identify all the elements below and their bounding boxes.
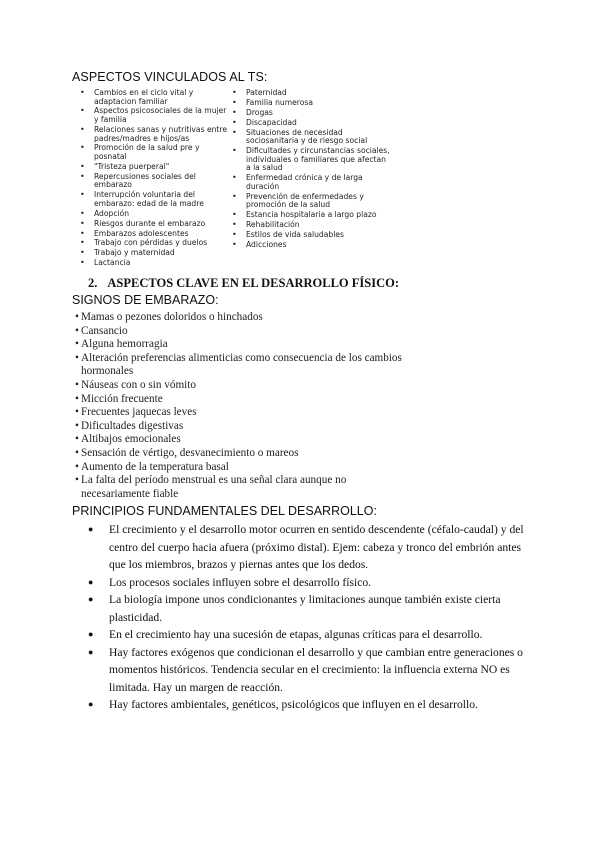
- signos-list: [75, 311, 405, 501]
- list-item: • Embarazos adolescentes: [80, 230, 232, 239]
- list-item: • Alguna hemorragia: [75, 338, 405, 352]
- list-item: • Discapacidad: [232, 119, 392, 128]
- list-item: • Estancia hospitalaria a largo plazo: [232, 211, 392, 220]
- list-item: • La falta del período menstrual es una señal clara aunque no necesariamente fiable: [75, 474, 405, 501]
- list-item: • Riesgos durante el embarazo: [80, 220, 232, 229]
- list-item: • Mamas o pezones doloridos o hinchados: [75, 311, 405, 325]
- list-item: • Enfermedad crónica y de larga duración: [232, 174, 392, 191]
- ts-heading: ASPECTOS VINCULADOS AL TS:: [72, 70, 268, 84]
- section-title: ASPECTOS CLAVE EN EL DESARROLLO FÍSICO:: [107, 276, 400, 290]
- signos-heading: SIGNOS DE EMBARAZO:: [72, 293, 219, 307]
- list-item: • Prevención de enfermedades y promoción de la salud: [232, 193, 392, 210]
- list-item: • Rehabilitación: [232, 221, 392, 230]
- list-item: • Dificultades y circunstancias sociales, individuales o familiares que afectan a la salud: [232, 147, 392, 173]
- list-item: • Drogas: [232, 109, 392, 118]
- list-item: • Náuseas con o sin vómito: [75, 379, 405, 393]
- principios-heading: PRINCIPIOS FUNDAMENTALES DEL DESARROLLO:: [72, 504, 377, 518]
- list-item: • Adicciones: [232, 241, 392, 250]
- list-item: • Adopción: [80, 210, 232, 219]
- list-item: • Lactancia: [80, 259, 232, 268]
- list-item: • Interrupción voluntaria del embarazo: edad de la madre: [80, 191, 232, 208]
- list-item: • "Tristeza puerperal": [80, 163, 232, 172]
- list-item: • Trabajo y maternidad: [80, 249, 232, 258]
- list-item: • Familia numerosa: [232, 99, 392, 108]
- list-item: • Paternidad: [232, 89, 392, 98]
- list-item: • Aumento de la temperatura basal: [75, 461, 405, 475]
- list-item: • Cambios en el ciclo vital y adaptacion familiar: [80, 89, 232, 106]
- principios-list: [88, 521, 528, 714]
- list-item: ● El crecimiento y el desarrollo motor ocurren en sentido descendente (céfalo-caudal) y del centro del cuerpo hacia afuera (próximo distal). Ejem: cabeza y tronco del embrión antes que los miembros, brazos y piernas antes que los dedos.: [88, 521, 528, 574]
- list-item: • Cansancio: [75, 325, 405, 339]
- ts-left-list: [80, 89, 232, 269]
- list-item: • Relaciones sanas y nutritivas entre padres/madres e hijos/as: [80, 126, 232, 143]
- list-item: • Trabajo con pérdidas y duelos: [80, 239, 232, 248]
- list-item: ● Hay factores ambientales, genéticos, psicológicos que influyen en el desarrollo.: [88, 696, 528, 714]
- section-number: 2.: [88, 276, 98, 290]
- list-item: • Repercusiones sociales del embarazo: [80, 173, 232, 190]
- list-item: • Aspectos psicosociales de la mujer y familia: [80, 107, 232, 124]
- list-item: • Estilos de vida saludables: [232, 231, 392, 240]
- list-item: • Situaciones de necesidad sociosanitaria y de riesgo social: [232, 129, 392, 146]
- list-item: • Promoción de la salud pre y posnatal: [80, 144, 232, 161]
- list-item: • Altibajos emocionales: [75, 433, 405, 447]
- list-item: • Sensación de vértigo, desvanecimiento o mareos: [75, 447, 405, 461]
- section-heading: [88, 276, 399, 291]
- list-item: ● Los procesos sociales influyen sobre el desarrollo físico.: [88, 574, 528, 592]
- list-item: ● Hay factores exógenos que condicionan el desarrollo y que cambian entre generaciones o momentos históricos. Tendencia secular en el crecimiento: la influencia externa NO es limitada. Hay un margen de reacción.: [88, 644, 528, 697]
- list-item: • Dificultades digestivas: [75, 420, 405, 434]
- ts-right-list: [232, 89, 392, 251]
- list-item: • Micción frecuente: [75, 393, 405, 407]
- list-item: • Frecuentes jaquecas leves: [75, 406, 405, 420]
- list-item: ● En el crecimiento hay una sucesión de etapas, algunas críticas para el desarrollo.: [88, 626, 528, 644]
- list-item: ● La biología impone unos condicionantes y limitaciones aunque también existe cierta plasticidad.: [88, 591, 528, 626]
- list-item: • Alteración preferencias alimenticias como consecuencia de los cambios hormonales: [75, 352, 405, 379]
